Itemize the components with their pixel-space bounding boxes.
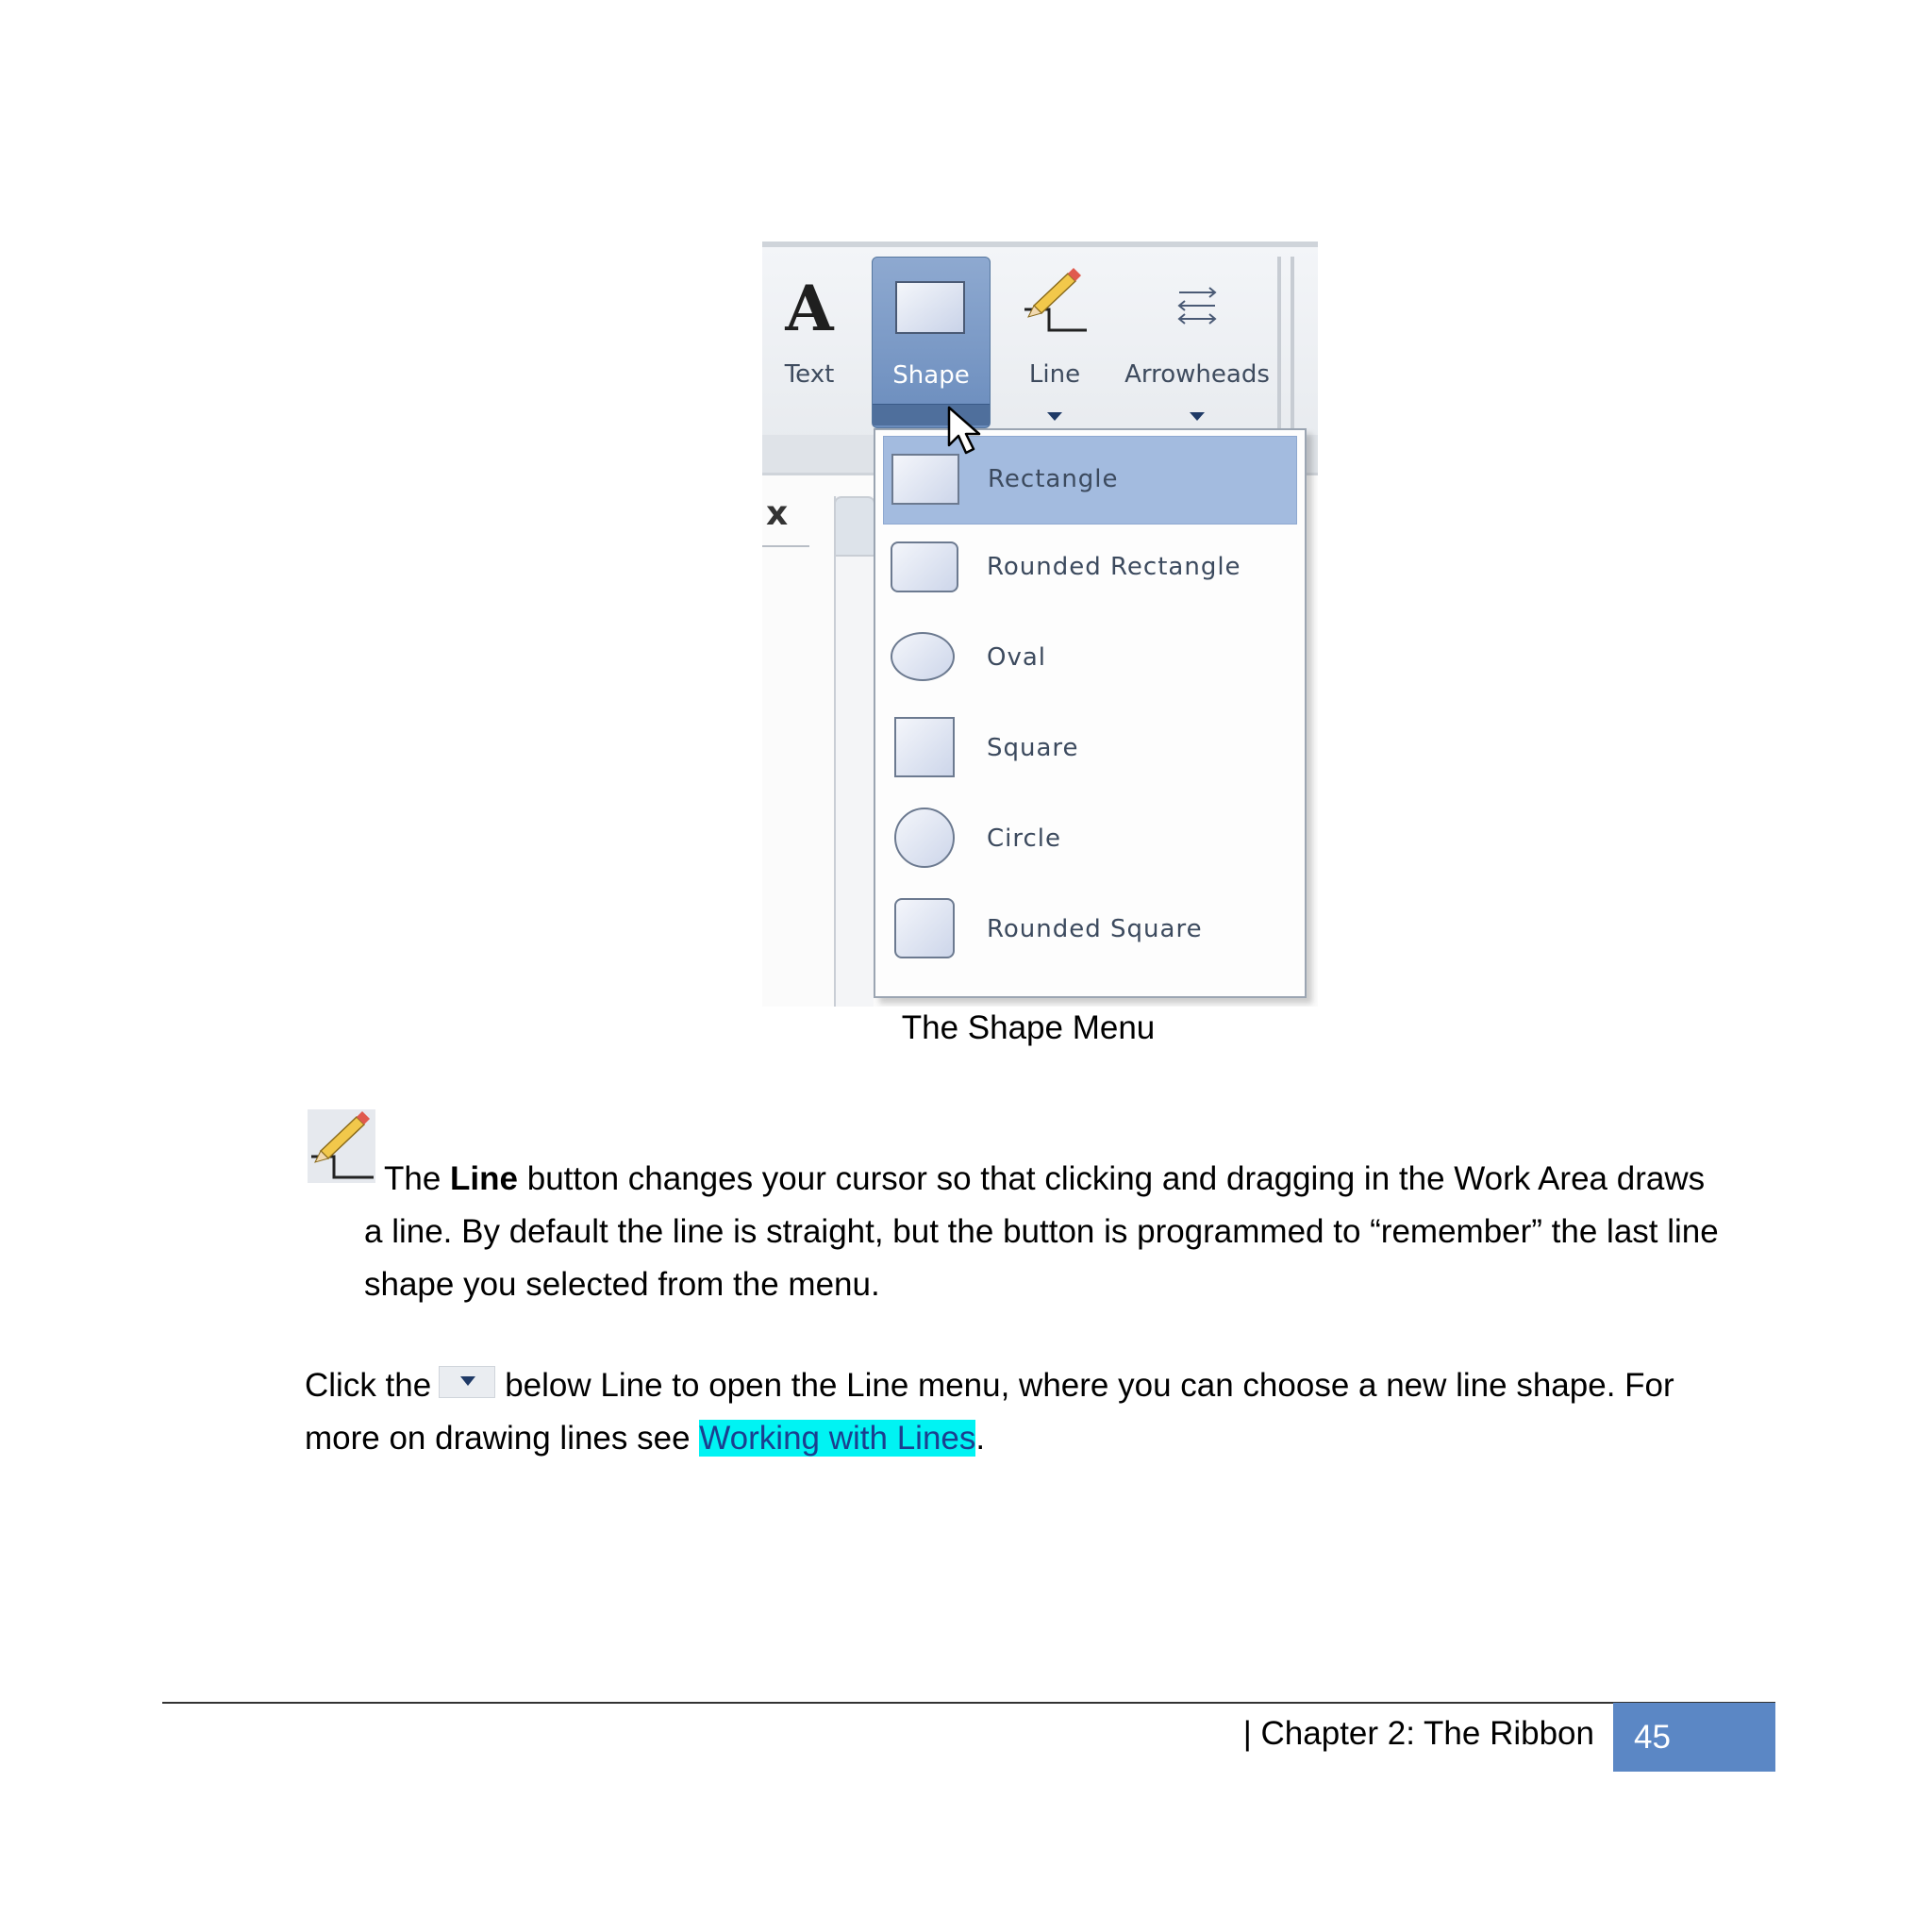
ribbon-separator — [1277, 257, 1281, 441]
letter-a-icon: A — [785, 272, 834, 345]
shape-tool-label: Shape — [892, 361, 970, 390]
shape-dropdown-menu — [874, 428, 1307, 998]
menu-item-circle[interactable] — [883, 796, 1295, 883]
page-number: 45 — [1613, 1703, 1775, 1772]
paragraph-continuation: a line. By default the line is straight, but the button is programmed to “remember” the last line shape you selected from the menu. — [364, 1213, 1719, 1303]
text-tool-label: Text — [784, 360, 835, 389]
menu-item-rectangle[interactable] — [883, 436, 1297, 525]
arrowheads-tool-label: Arrowheads — [1124, 360, 1270, 389]
shape-menu-screenshot — [762, 242, 1318, 1007]
text-run: . — [975, 1420, 986, 1457]
chapter-title: | Chapter 2: The Ribbon — [1242, 1715, 1594, 1752]
line-tool-label: Line — [1028, 360, 1081, 389]
text-run: The — [384, 1160, 451, 1197]
menu-item-label: Oval — [987, 643, 1047, 672]
figure-caption — [0, 1009, 1932, 1047]
rounded-square-icon — [894, 898, 955, 958]
menu-item-label: Rounded Square — [987, 915, 1203, 943]
rectangle-icon — [894, 280, 966, 335]
arrowheads-dropdown-caret-icon[interactable] — [1190, 412, 1205, 421]
arrows-icon — [1174, 283, 1221, 330]
footer-rule — [162, 1702, 1775, 1704]
line-menu-paragraph — [305, 1359, 1739, 1465]
menu-item-label: Circle — [987, 824, 1062, 853]
menu-item-square[interactable] — [883, 706, 1295, 792]
menu-item-label: Rectangle — [988, 465, 1119, 493]
rounded-rectangle-icon — [891, 541, 958, 592]
menu-item-rounded-square[interactable] — [883, 887, 1295, 974]
line-button-paragraph — [305, 1153, 1748, 1311]
paragraph-line-1 — [305, 1153, 1748, 1206]
dropdown-arrow-icon — [439, 1366, 495, 1398]
rectangle-icon — [891, 454, 959, 505]
panel-tab[interactable] — [834, 496, 875, 557]
oval-icon — [891, 632, 955, 681]
line-dropdown-caret-icon[interactable] — [1047, 412, 1062, 421]
text-run: Click the — [305, 1367, 432, 1404]
text-run: below Line to open the Line menu, where you can choose a new line shape. For more on drawing lines see — [305, 1367, 1674, 1457]
bold-term: Line — [450, 1160, 518, 1197]
circle-icon — [894, 808, 955, 868]
arrowheads-tool-button[interactable] — [1117, 257, 1277, 426]
shape-tool-button[interactable] — [872, 257, 991, 428]
menu-item-label: Rounded Rectangle — [987, 553, 1241, 581]
mouse-pointer-icon — [947, 406, 981, 457]
line-tool-button[interactable] — [1009, 257, 1100, 426]
text-run: button changes your cursor so that clicking and dragging in the Work Area draws — [518, 1160, 1706, 1197]
work-panel — [834, 496, 874, 1007]
menu-item-rounded-rectangle[interactable] — [883, 525, 1295, 611]
menu-item-oval[interactable] — [883, 615, 1295, 702]
caption-text: The Shape Menu — [901, 1009, 1156, 1046]
working-with-lines-link[interactable]: Working with Lines — [699, 1420, 976, 1457]
ribbon — [762, 242, 1318, 441]
square-icon — [894, 717, 955, 777]
divider — [762, 545, 809, 547]
pencil-line-icon — [1021, 268, 1089, 341]
menu-item-label: Square — [987, 734, 1079, 762]
ribbon-separator — [1291, 257, 1294, 441]
close-icon[interactable]: x — [766, 494, 789, 533]
text-tool-button[interactable] — [762, 257, 857, 426]
